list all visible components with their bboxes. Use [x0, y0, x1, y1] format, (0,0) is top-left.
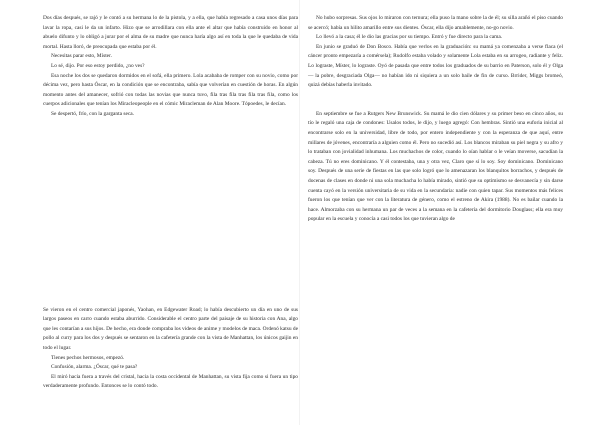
paragraph: Lo llevó a la casa; él le dio las gracias por su tiempo. Entró y fue directo para la cama. [316, 34, 503, 41]
paragraph: En junio se graduó de Don Bosco. Había que verlos en la graduación: su mamá ya comenzaba a verse flaca (el cáncer pronto empezaría a comérsela); Rudolfo estaba volado y solamente Lola estaba en su arrogeo, radiante y feliz. Lo lograste, Míster, lo lograste. Oyó de pasada que entre todos los graduados de su barrio en Paterson, solo él y Olga — la pobre, desgraciada Olga— no habían ido ni siquiera a un solo baile de fin de curso. Brrider, Miggs bromeó, quizá debías haberla invitado. [308, 43, 563, 89]
gutter [299, 0, 300, 425]
paragraph: El miró hacia fuera a través del cristal, hacia la costa occidental de Manhattan, su vista fija como si fuera un tipo verdaderamente profundo. Entonces se lo contó todo. [43, 373, 298, 390]
paragraph: Dos días después, se rajó y le contó a su hermana lo de la pistola, y a ella, que había regresado a casa unos días para lavar la ropa, casi le da un infarto. Hizo que se arrodillara con ella ante el altar que había construido en honor al abuelo difunto y lo obligó a jurar por el alma de su madre que nunca haría algo así en toda la que le quedaba de vida mortal. Hasta lloró, de preocupada que estaba por él. [43, 15, 298, 50]
paragraph: No hubo sorpresas. Sus ojos lo miraron con ternura; ella puso la mano sobre la de él; su silla arañó el piso cuando se acercó; había un hilito amarillo entre sus dientes. Óscar, ella dijo amablemente, no-go novio. [308, 15, 563, 31]
paragraph: En septiembre se fue a Rutgers New Brunswick. Su mamá le dio cien dólares y su primer beso en cinco años, su tío le regaló una caja de condones: Usalos todos, le dijo, y luego agregó: Con hembras. Sintió una euforia inicial al encontrarse solo en la universidad, libre de todo, por entero independiente y con la esperanza de que aquí, entre millares de jóvenes, encontraría a alguien como él. Pero no sucedió así. Los blancos miraban su piel negra y su afro y lo trataban con jovialidad inhumana. Los muchachos de color, cuando lo oían hablar o le veían moverse, sacudían la cabeza. Tú no eres dominicano. Y él contestaba, una y otra vez, Claro que sí lo soy. Soy dominicano. Dominicano soy. Después de una serie de fiestas en las que solo logró que lo amenazaran los blanquitos borrachos, y después de docenas de clases en donde ni una sola muchacha lo había mirado, sintió que su optimismo se desvanecía y sin darse cuenta cayó en la versión universitaria de su vida en la secundaria: nadie con quien tapar. Sus momentos más felices fueron los que tenían que ver con la literatura de género, como el estreno de Akira (1988). No es bailar cuando la hace. Almorzaba con su hermana un par de veces a la semana en la cafetería del dormitorio Douglass; ella era muy popular en la escuela y conocía a casi todos los que tuvieran algo de [308, 110, 563, 223]
left-page [43, 14, 298, 392]
paragraph: Confusión, alarma. ¿Óscar, qué te pasa? [51, 364, 138, 371]
right-page [308, 14, 563, 225]
paragraph: Se vieron en el centro comercial japonés, Yaohan, en Edgewater Road; lo había descubierto un día en uno de sus largos paseos en carro cuando estaba aburrido. Considerable el centro parte del paisaje de su historia con Ana, algo que les contarían a sus hijos. De hecho, era donde compraba los videos de anime y modelos de maca. Ordenó katsu de pollo al curry para los dos y después se sentaron en la cafetería grande con la vista de Manhattan, los únicos gaijin en todo el lugar. [43, 306, 298, 351]
paragraph: Tienes pechos hermosos, empezó. [51, 354, 125, 361]
paragraph: Lo sé, dijo. Por eso estoy perdido, ¿no ves? [51, 62, 145, 69]
paragraph: Se despertó, frío, con la garganta seca. [51, 110, 134, 117]
section-break [308, 91, 563, 110]
paragraph: Necesitas parar esto, Míster. [51, 53, 112, 60]
section-break [43, 120, 298, 306]
paragraph: Esa noche los dos se quedaron dormidos en el sofá, ella primero. Lola acababa de romper con su novio, como por décima vez, pero hasta Óscar, en la condición que se encontraba, sabía que volverían en cuestión de horas. En algún momento antes del amanecer, sofrió con todas las novias que nunca tuvo, fila tras fila tras fila tras fila, como los cuerpos adicionales que tenían los Miracleopeople en el cómic Miracleman de Alan Moore. Tópoedes, le decían. [43, 72, 298, 108]
